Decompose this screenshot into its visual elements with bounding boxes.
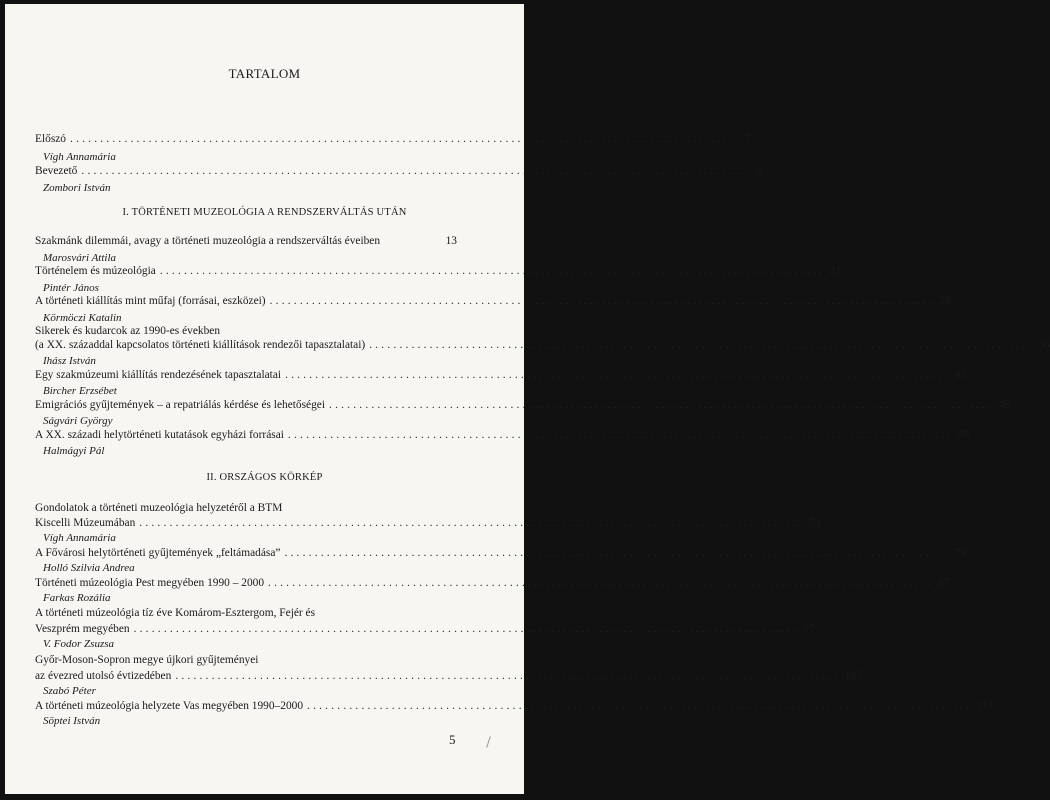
toc-author: Holló Szilvia Andrea (43, 562, 135, 574)
toc-author: Pintér János (43, 282, 99, 294)
toc-entry: Veszprém megyében .............................................................................................................. 97 (35, 623, 815, 635)
toc-entry: Történeti múzeológia Pest megyében 1990 – 2000 .............................................................................................................. 87 (35, 577, 950, 589)
leader-dots: .............................................................................................................. (284, 547, 950, 559)
leader-dots: .............................................................................................................. (70, 133, 736, 145)
toc-author: Söptei István (43, 715, 101, 727)
toc-author: Ihász István (43, 355, 96, 367)
leader-dots: .............................................................................................................. (133, 623, 799, 635)
page-title: TARTALOM (228, 66, 301, 81)
toc-author: Ságvári György (43, 415, 113, 427)
page-number: 5 (449, 732, 456, 747)
toc-author: Marosvári Attila (43, 252, 117, 264)
leader-dots: .............................................................................................................. (268, 577, 934, 589)
leader-dots: .............................................................................................................. (287, 429, 954, 441)
toc-author: Halmágyi Pál (43, 445, 105, 457)
toc-entry: A történeti kiállítás mint műfaj (forrásai, eszközei) .............................................................................................................. 29 (35, 295, 951, 307)
toc-entry: Kiscelli Múzeumában .............................................................................................................. 73 (35, 517, 821, 529)
toc-entry-first-line: Győr-Moson-Sopron megye újkori gyűjteményei (35, 654, 259, 666)
toc-author: Farkas Rozália (43, 592, 111, 604)
toc-entry: (a XX. századdal kapcsolatos történeti kiállítások rendezői tapasztalatai) .............................................................................................................. 35 (35, 339, 1050, 351)
toc-entry-first-line: Sikerek és kudarcok az 1990-es években (35, 325, 221, 337)
toc-entry: A XX. századi helytörténeti kutatások egyházi forrásai .............................................................................................................. 59 (35, 429, 970, 441)
toc-author: Vígh Annamária (43, 532, 116, 544)
toc-entry: A történeti múzeológia helyzete Vas megyében 1990–2000 .............................................................................................................. 113 (35, 700, 993, 712)
leader-dots: .............................................................................................................. (329, 399, 995, 411)
toc-entry: Bevezető .............................................................................................................. 9 (35, 165, 763, 177)
section-heading: I. TÖRTÉNETI MUZEOLÓGIA A RENDSZERVÁLTÁS UTÁN (122, 207, 407, 218)
toc-author: Bircher Erzsébet (43, 385, 117, 397)
toc-entry-first-line: Gondolatok a történeti muzeológia helyzetéről a BTM (35, 502, 283, 514)
toc-author: Körmöczi Katalin (43, 312, 122, 324)
leader-dots: .............................................................................................................. (139, 517, 805, 529)
toc-entry: A Fővárosi helytörténeti gyűjtemények „feltámadása” .............................................................................................................. 79 (35, 547, 966, 559)
leader-dots: .............................................................................................................. (81, 165, 747, 177)
leader-dots: .............................................................................................................. (159, 265, 826, 277)
leader-dots: .............................................................................................................. (175, 670, 841, 682)
leader-dots: .............................................................................................................. (369, 339, 1035, 351)
section-heading: II. ORSZÁGOS KÖRKÉP (206, 472, 323, 483)
toc-entry-first-line: A történeti múzeológia tíz éve Komárom-Esztergom, Fejér és (35, 607, 316, 619)
toc-entry: az évezred utolsó évtizedében .............................................................................................................. 107 (35, 670, 862, 682)
toc-entry: Szakmánk dilemmái, avagy a történeti muzeológia a rendszerváltás éveiben 13 (35, 235, 457, 247)
toc-author: Zombori István (43, 182, 111, 194)
leader-dots: .............................................................................................................. (269, 295, 935, 307)
toc-author: Vígh Annamária (43, 151, 116, 163)
toc-entry: Előszó .............................................................................................................. 7 (35, 133, 752, 145)
pencil-mark (486, 736, 491, 748)
toc-entry: Történelem és múzeológia .............................................................................................................. 21 (35, 265, 842, 277)
leader-dots: .............................................................................................................. (285, 369, 951, 381)
toc-entry: Egy szakmúzeumi kiállítás rendezésének tapasztalatai .............................................................................................................. 43 (35, 369, 967, 381)
toc-author: Szabó Péter (43, 685, 96, 697)
book-page (5, 4, 1050, 794)
leader-dots: .............................................................................................................. (307, 700, 973, 712)
toc-author: V. Fodor Zsuzsa (43, 638, 115, 650)
toc-entry: Emigrációs gyűjtemények – a repatriálás kérdése és lehetőségei .............................................................................................................. 49 (35, 399, 1011, 411)
